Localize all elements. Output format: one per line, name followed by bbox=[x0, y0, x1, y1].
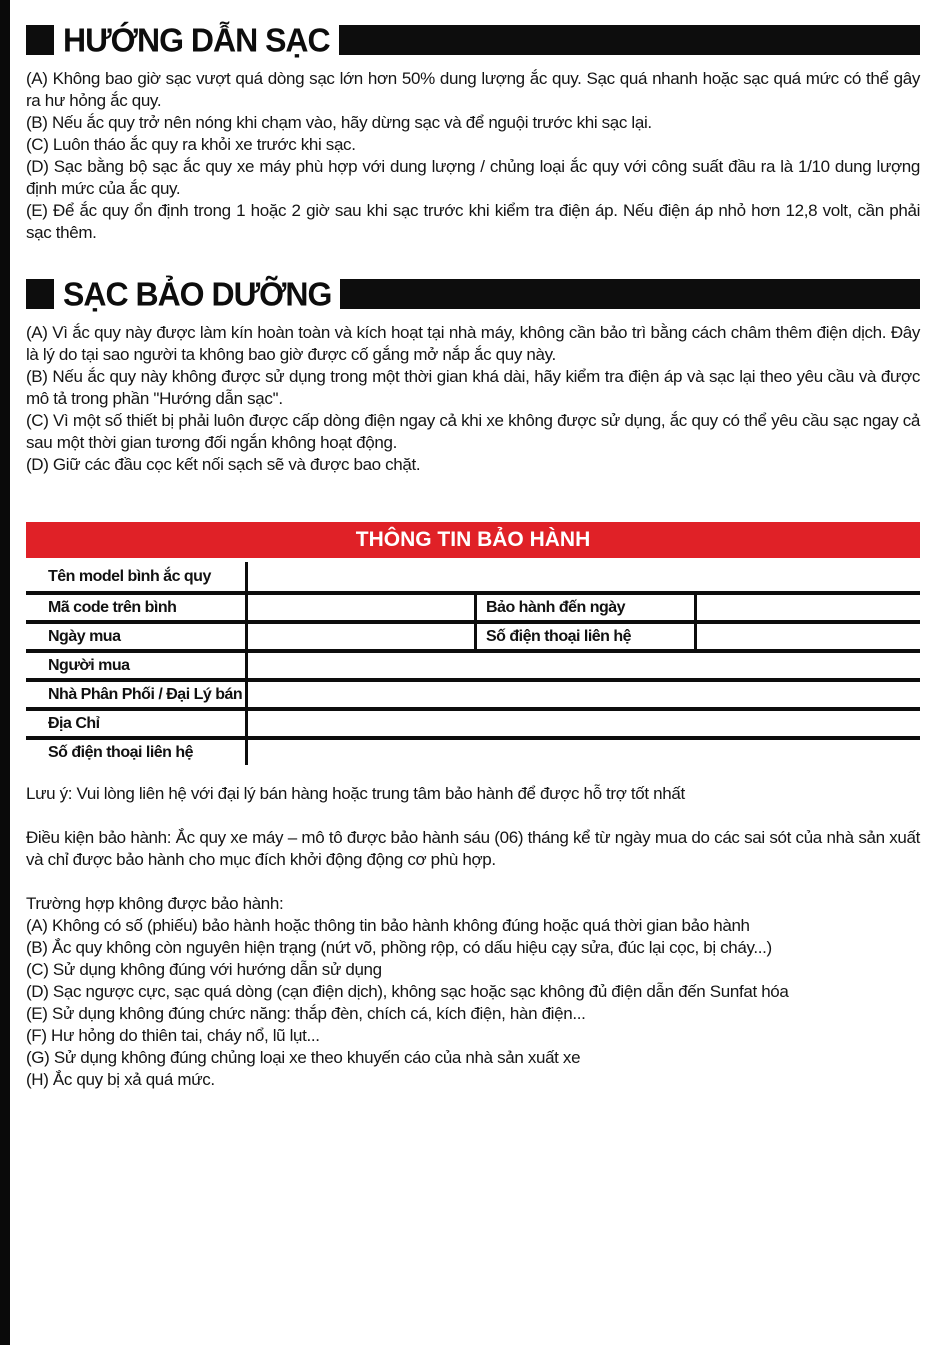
exclusion-item: (C) Sử dụng không đúng với hướng dẫn sử dụng bbox=[26, 960, 382, 979]
instruction-item: (B) Nếu ắc quy này không được sử dụng trong một thời gian khá dài, hãy kiểm tra điện áp và sạc lại theo yêu cầu và được mô tả trong phần ''Hướng dẫn sạc''. bbox=[26, 367, 920, 408]
row-label: Ngày mua bbox=[26, 624, 248, 649]
exclusion-item: (H) Ắc quy bị xả quá mức. bbox=[26, 1070, 215, 1089]
page-left-border-bar bbox=[0, 0, 10, 1345]
row-label: Số điện thoại liên hệ bbox=[26, 740, 248, 765]
row-value-field bbox=[248, 682, 920, 707]
section-header-charging bbox=[26, 0, 920, 60]
row-label: Mã code trên bình bbox=[26, 595, 248, 620]
table-row-address bbox=[26, 707, 920, 736]
table-row-buyer bbox=[26, 649, 920, 678]
row-value-field bbox=[697, 624, 920, 649]
instruction-item: (D) Sạc bằng bộ sạc ắc quy xe máy phù hợp với dung lượng / chủng loại ắc quy với công suất đầu ra là 1/10 dung lượng định mức của ắc quy. bbox=[26, 157, 920, 198]
exclusion-item: (D) Sạc ngược cực, sạc quá dòng (cạn điện dịch), không sạc hoặc sạc không đủ điện dẫn đến Sunfat hóa bbox=[26, 982, 789, 1001]
warranty-exclusions-list bbox=[26, 893, 920, 1091]
warranty-banner-title: THÔNG TIN BẢO HÀNH bbox=[355, 528, 591, 551]
table-row-code bbox=[26, 591, 920, 620]
exclusion-item: (E) Sử dụng không đúng chức năng: thắp đèn, chích cá, kích điện, hàn điện... bbox=[26, 1004, 586, 1023]
instruction-item: (E) Để ắc quy ổn định trong 1 hoặc 2 giờ sau khi sạc trước khi kiểm tra điện áp. Nếu điện áp nhỏ hơn 12,8 volt, cần phải sạc thêm. bbox=[26, 201, 920, 242]
section-header-bar bbox=[340, 279, 920, 309]
instruction-item: (D) Giữ các đầu cọc kết nối sạch sẽ và được bao chặt. bbox=[26, 455, 421, 474]
section-header-maintenance bbox=[26, 274, 920, 314]
section-header-bar bbox=[339, 25, 920, 55]
exclusion-item: (F) Hư hỏng do thiên tai, cháy nổ, lũ lụt... bbox=[26, 1026, 320, 1045]
row-value-field bbox=[697, 595, 920, 620]
row-value-field bbox=[248, 562, 920, 591]
row-label: Người mua bbox=[26, 653, 248, 678]
page-content bbox=[26, 0, 920, 1091]
table-row-distributor bbox=[26, 678, 920, 707]
exclusion-item: (A) Không có số (phiếu) bảo hành hoặc thông tin bảo hành không đúng hoặc quá thời gian bảo hành bbox=[26, 916, 750, 935]
row-label: Địa Chỉ bbox=[26, 711, 248, 736]
maintenance-instructions-list bbox=[26, 322, 920, 476]
instruction-item: (B) Nếu ắc quy trở nên nóng khi chạm vào, hãy dừng sạc và để nguội trước khi sạc lại. bbox=[26, 113, 652, 132]
table-row-purchase-date bbox=[26, 620, 920, 649]
instruction-item: (A) Không bao giờ sạc vượt quá dòng sạc lớn hơn 50% dung lượng ắc quy. Sạc quá nhanh hoặc sạc quá mức có thể gây ra hư hỏng ắc quy. bbox=[26, 69, 920, 110]
section-bullet-square bbox=[26, 279, 54, 309]
row-label: Tên model bình ắc quy bbox=[26, 562, 248, 591]
exclusion-item: (G) Sử dụng không đúng chủng loại xe theo khuyến cáo của nhà sản xuất xe bbox=[26, 1048, 581, 1067]
warranty-banner bbox=[26, 522, 920, 558]
note-warranty-conditions: Điều kiện bảo hành: Ắc quy xe máy – mô tô được bảo hành sáu (06) tháng kể từ ngày mua do các sai sót của nhà sản xuất và chỉ được bảo hành cho mục đích khởi động động cơ phù hợp. bbox=[26, 828, 920, 869]
row-value-field bbox=[248, 595, 477, 620]
warranty-table bbox=[26, 562, 920, 765]
row-label: Nhà Phân Phối / Đại Lý bán bbox=[26, 682, 248, 707]
note-contact: Lưu ý: Vui lòng liên hệ với đại lý bán hàng hoặc trung tâm bảo hành để được hỗ trợ tốt nhất bbox=[26, 784, 685, 803]
section-title-charging: HƯỚNG DẪN SẠC bbox=[63, 21, 330, 59]
row-value-field bbox=[248, 740, 920, 765]
instruction-item: (C) Luôn tháo ắc quy ra khỏi xe trước khi sạc. bbox=[26, 135, 356, 154]
exclusion-item: (B) Ắc quy không còn nguyên hiện trạng (nứt võ, phồng rộp, có dấu hiệu cạy sửa, đúc lại cọc, bị cháy...) bbox=[26, 938, 772, 957]
charging-instructions-list bbox=[26, 68, 920, 244]
row-label: Số điện thoại liên hệ bbox=[477, 624, 697, 649]
row-value-field bbox=[248, 653, 920, 678]
table-row-model bbox=[26, 562, 920, 591]
row-value-field bbox=[248, 711, 920, 736]
instruction-item: (A) Vì ắc quy này được làm kín hoàn toàn và kích hoạt tại nhà máy, không cần bảo trì bằng cách châm thêm điện dịch. Đây là lý do tại sao người ta không bao giờ được cố gắng mở nắp ắc quy này. bbox=[26, 323, 920, 364]
row-label: Bảo hành đến ngày bbox=[477, 595, 697, 620]
exclusions-title: Trường hợp không được bảo hành: bbox=[26, 894, 284, 913]
row-value-field bbox=[248, 624, 477, 649]
instruction-item: (C) Vì một số thiết bị phải luôn được cấp dòng điện ngay cả khi xe không được sử dụng, ắc quy có thể yêu cầu sạc ngay cả sau một thời gian tương đối ngắn không hoạt động. bbox=[26, 411, 920, 452]
section-title-maintenance: SẠC BẢO DƯỠNG bbox=[63, 275, 332, 313]
table-row-phone bbox=[26, 736, 920, 765]
section-bullet-square bbox=[26, 25, 54, 55]
